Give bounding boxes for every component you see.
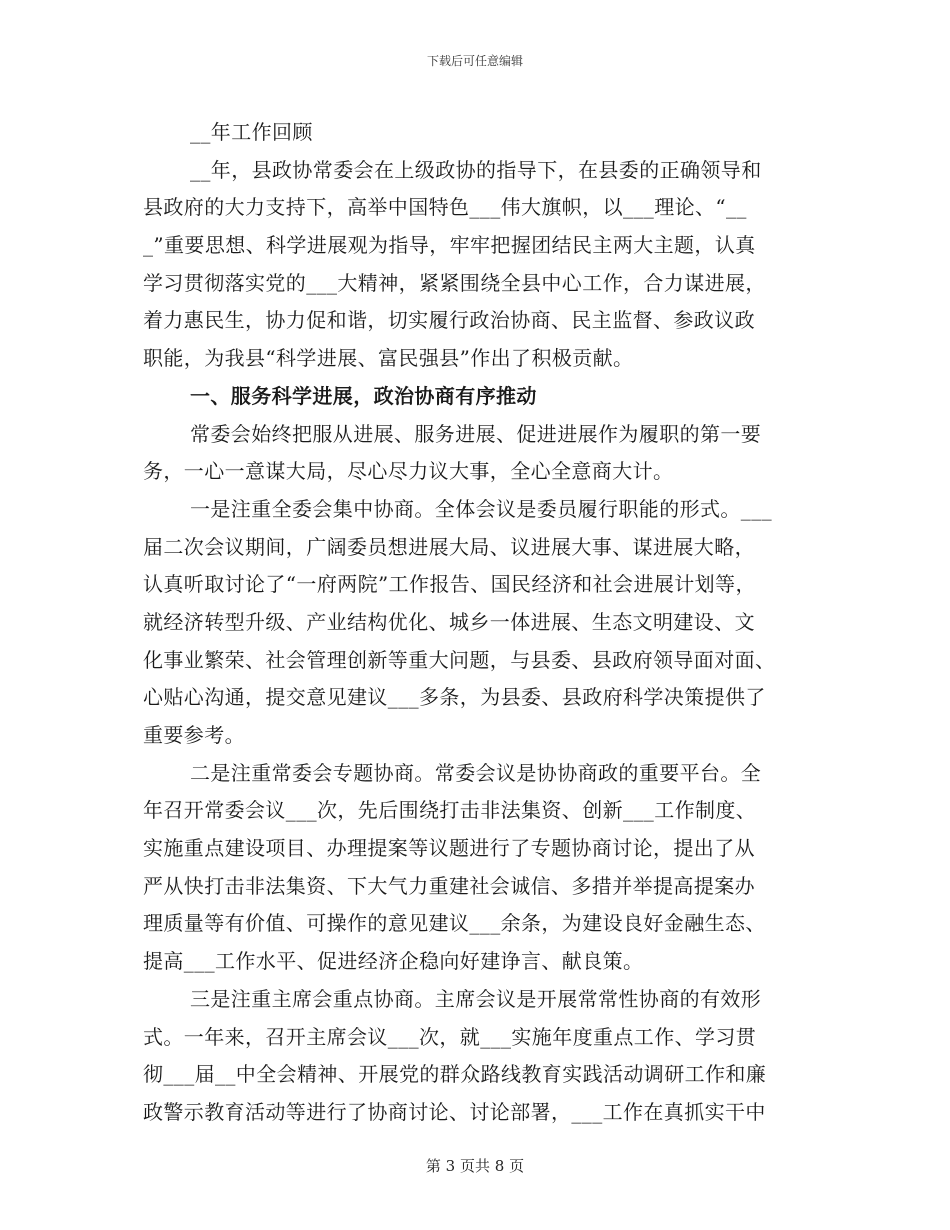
paragraph-line: 二是注重常委会专题协商。常委会议是协协商政的重要平台。全 bbox=[190, 760, 762, 785]
paragraph-line: 职能，为我县“科学进展、富民强县”作出了积极贡献。 bbox=[143, 346, 634, 371]
paragraph-line: __年，县政协常委会在上级政协的指导下，在县委的正确领导和 bbox=[190, 157, 762, 182]
page-footer: 第 3 页共 8 页 bbox=[425, 1157, 525, 1175]
paragraph-line: _”重要思想、科学进展观为指导，牢牢把握团结民主两大主题，认真 bbox=[143, 233, 756, 258]
paragraph-line: 三是注重主席会重点协商。主席会议是开展常常性协商的有效形 bbox=[190, 986, 762, 1011]
paragraph-line: 理质量等有价值、可操作的意见建议___余条，为建设良好金融生态、 bbox=[143, 911, 766, 936]
paragraph-line: 务，一心一意谋大局，尽心尽力议大事，全心全意商大计。 bbox=[143, 459, 674, 484]
paragraph-line: 一是注重全委会集中协商。全体会议是委员履行职能的形式。___ bbox=[190, 496, 772, 521]
paragraph-line: 严从快打击非法集资、下大气力重建社会诚信、多措并举提高提案办 bbox=[143, 873, 755, 898]
paragraph-line: 着力惠民生，协力促和谐，切实履行政治协商、民主监督、参政议政 bbox=[143, 308, 755, 333]
paragraph-line: 实施重点建设项目、办理提案等议题进行了专题协商讨论，提出了从 bbox=[143, 836, 755, 861]
paragraph-line: 届二次会议期间，广阔委员想进展大局、议进展大事、谋进展大略， bbox=[143, 534, 755, 559]
paragraph-line: 县政府的大力支持下，高举中国特色___伟大旗帜，以___理论、“__ bbox=[143, 195, 747, 220]
paragraph-line: 常委会始终把服从进展、服务进展、促进进展作为履职的第一要 bbox=[190, 421, 762, 446]
paragraph-line: 彻___届__中全会精神、开展党的群众路线教育实践活动调研工作和廉 bbox=[143, 1062, 767, 1087]
paragraph-line: 提高___工作水平、促进经济企稳向好建诤言、献良策。 bbox=[143, 949, 644, 974]
paragraph-line: 式。一年来，召开主席会议___次，就___实施年度重点工作、学习贯 bbox=[143, 1024, 757, 1049]
paragraph-line: 政警示教育活动等进行了协商讨论、讨论部署，___工作在真抓实干中 bbox=[143, 1099, 766, 1124]
paragraph-line: 年召开常委会议___次，先后围绕打击非法集资、创新___工作制度、 bbox=[143, 798, 757, 823]
paragraph-line: 化事业繁荣、社会管理创新等重大问题，与县委、县政府领导面对面、 bbox=[143, 647, 776, 672]
document-body bbox=[143, 114, 807, 1132]
paragraph-line: 重要参考。 bbox=[143, 723, 245, 747]
section-heading: 一、服务科学进展，政治协商有序推动 bbox=[190, 383, 537, 408]
section-title: __年工作回顾 bbox=[190, 120, 313, 144]
page-header: 下载后可任意编辑 bbox=[426, 54, 523, 68]
paragraph-line: 心贴心沟通，提交意见建议___多条，为县委、县政府科学决策提供了 bbox=[143, 685, 766, 710]
paragraph-line: 认真听取讨论了“一府两院”工作报告、国民经济和社会进展计划等， bbox=[143, 572, 756, 597]
paragraph-line: 就经济转型升级、产业结构优化、城乡一体进展、生态文明建设、文 bbox=[143, 609, 755, 634]
paragraph-line: 学习贯彻落实党的___大精神，紧紧围绕全县中心工作，合力谋进展， bbox=[143, 270, 766, 295]
